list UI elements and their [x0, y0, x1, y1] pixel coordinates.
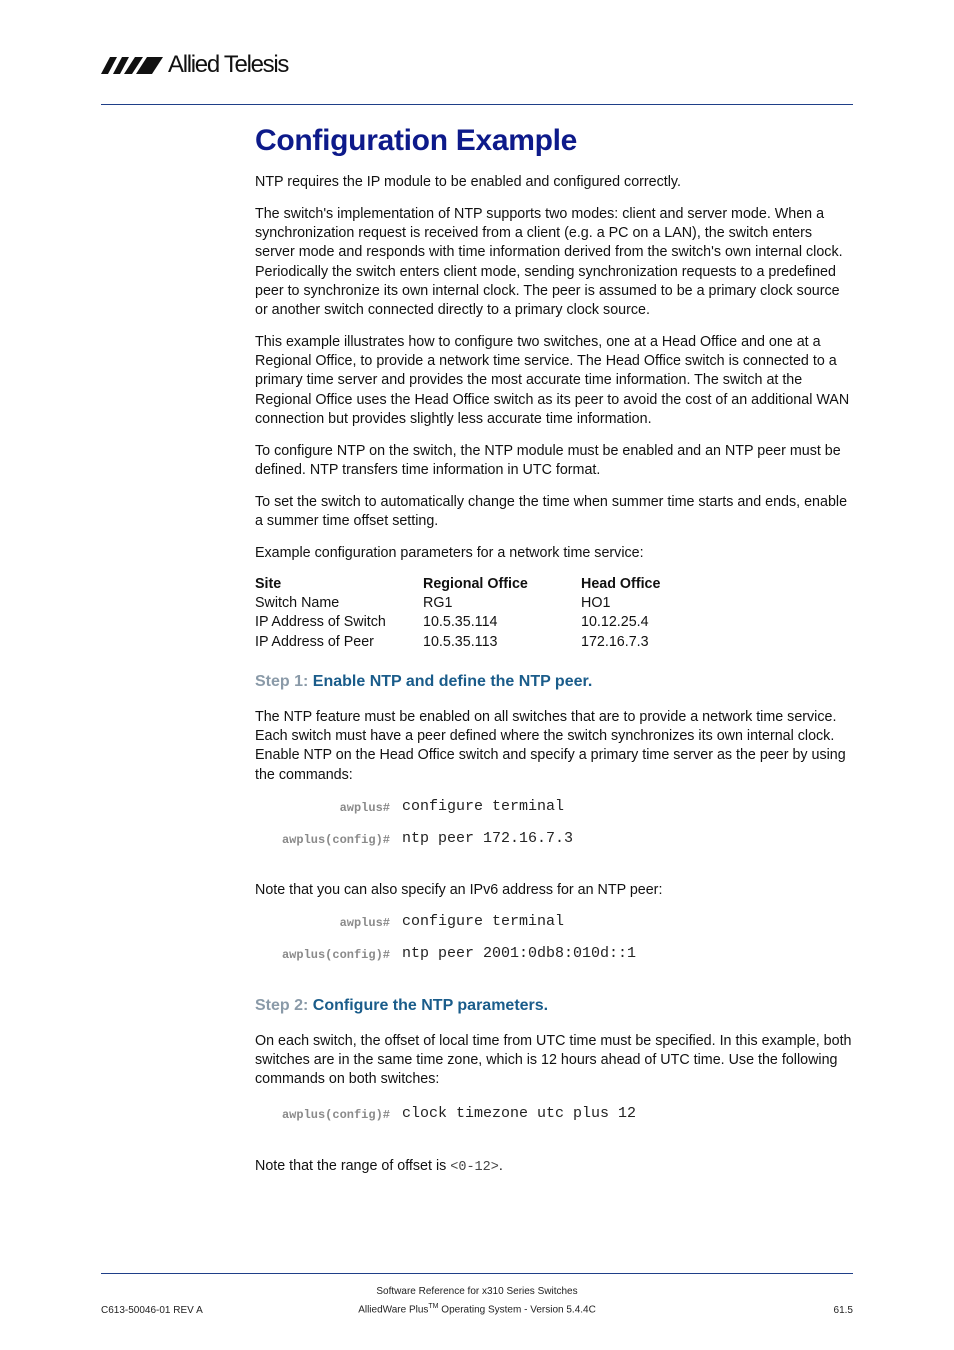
command-line — [255, 830, 853, 850]
command-code: ntp peer 2001:0db8:010d::1 — [402, 945, 637, 962]
step1-number: Step 1: — [255, 673, 309, 690]
footer-os-suffix: Operating System - Version 5.4.4C — [438, 1304, 596, 1316]
header-rule — [101, 104, 853, 105]
step1-title: Enable NTP and define the NTP peer. — [312, 673, 593, 690]
page-title: Configuration Example — [255, 124, 578, 157]
step2-text: On each switch, the offset of local time from UTC time must be specified. In this example, both switches are in the same time zone, which is 12 hours ahead of UTC time. Use the following commands on both switches: — [255, 1033, 852, 1088]
parameters-table — [255, 575, 731, 652]
table-cell: IP Address of Peer — [255, 633, 374, 650]
step2-title: Configure the NTP parameters. — [312, 997, 549, 1014]
command-prompt: awplus(config)# — [281, 948, 390, 962]
footer-os-version — [0, 1303, 954, 1315]
table-cell: RG1 — [423, 595, 453, 612]
paragraph-example: This example illustrates how to configure two switches, one at a Head Office and one at a Regional Office, to provide a network time service. The Head Office switch is connected to a primary time server and provides the most accurate time information. The switch at the Regional Office uses the Head Office switch as its peer to avoid the cost of an additional WAN connection but provides slightly less accurate time information. — [255, 334, 850, 427]
command-line — [255, 913, 853, 933]
footer-os-name: AlliedWare Plus — [358, 1304, 429, 1316]
step2-number: Step 2: — [255, 997, 309, 1014]
table-header-cell: Site — [255, 576, 282, 592]
command-prompt: awplus(config)# — [281, 1108, 390, 1122]
logo-mark-icon — [101, 55, 163, 75]
table-row — [255, 594, 731, 613]
command-prompt: awplus# — [339, 801, 390, 815]
command-code: configure terminal — [402, 913, 565, 930]
command-code: clock timezone utc plus 12 — [402, 1105, 637, 1122]
logo-text: Allied Telesis — [168, 51, 289, 78]
command-prompt: awplus# — [339, 916, 390, 930]
table-header-cell: Regional Office — [423, 576, 528, 592]
table-header-cell: Head Office — [581, 576, 661, 592]
footer-rule — [101, 1273, 853, 1274]
allied-telesis-logo — [101, 50, 288, 80]
command-line — [255, 1105, 853, 1125]
table-cell: Switch Name — [255, 595, 340, 612]
paragraph-parameters: Example configuration parameters for a network time service: — [255, 545, 644, 561]
command-line — [255, 945, 853, 965]
table-cell: 10.5.35.114 — [423, 614, 498, 631]
paragraph-intro: NTP requires the IP module to be enabled and configured correctly. — [255, 174, 681, 190]
paragraph-modes: The switch's implementation of NTP supports two modes: client and server mode. When a synchronization request is received from a client (e.g. a PC on a LAN), the switch enters server mode and responds with time information derived from the switch's own internal clock. Periodically the switch enters client mode, sending synchronization requests to a predefined peer to synchronize its own internal clock. The peer is assumed to be a primary clock source or another switch connected directly to a primary clock source. — [255, 206, 843, 319]
step2-note-prefix: Note that the range of offset is — [255, 1158, 451, 1174]
footer-doc-id: C613-50046-01 REV A — [101, 1305, 203, 1316]
step2-note — [255, 1157, 853, 1177]
command-code: ntp peer 172.16.7.3 — [402, 830, 574, 847]
step2-note-suffix: . — [498, 1158, 503, 1174]
table-cell: 172.16.7.3 — [581, 633, 649, 650]
table-cell: IP Address of Switch — [255, 614, 386, 631]
table-cell: 10.5.35.113 — [423, 633, 498, 650]
command-prompt: awplus(config)# — [281, 833, 390, 847]
offset-range-code: <0-12> — [450, 1160, 499, 1175]
table-cell: 10.12.25.4 — [581, 614, 649, 631]
table-header-row — [255, 575, 731, 594]
table-row — [255, 613, 731, 632]
paragraph-configure: To configure NTP on the switch, the NTP module must be enabled and an NTP peer must be defined. NTP transfers time information in UTC format. — [255, 443, 841, 479]
command-line — [255, 798, 853, 818]
step1-text: The NTP feature must be enabled on all switches that are to provide a network time service. Each switch must have a peer defined where the switch synchronizes its own internal clock. Enable NTP on the Head Office switch and specify a primary time server as the peer by using the commands: — [255, 709, 846, 783]
table-cell: HO1 — [581, 595, 611, 612]
footer-doc-title: Software Reference for x310 Series Switches — [376, 1286, 578, 1297]
paragraph-summer-time: To set the switch to automatically change the time when summer time starts and ends, enable a summer time offset setting. — [255, 494, 848, 530]
table-row — [255, 633, 731, 652]
step2-heading — [255, 997, 548, 1015]
command-code: configure terminal — [402, 798, 565, 815]
step1-note: Note that you can also specify an IPv6 address for an NTP peer: — [255, 882, 663, 898]
step1-heading — [255, 673, 592, 691]
trademark-sup: TM — [428, 1303, 439, 1310]
footer-page-number: 61.5 — [833, 1305, 853, 1316]
